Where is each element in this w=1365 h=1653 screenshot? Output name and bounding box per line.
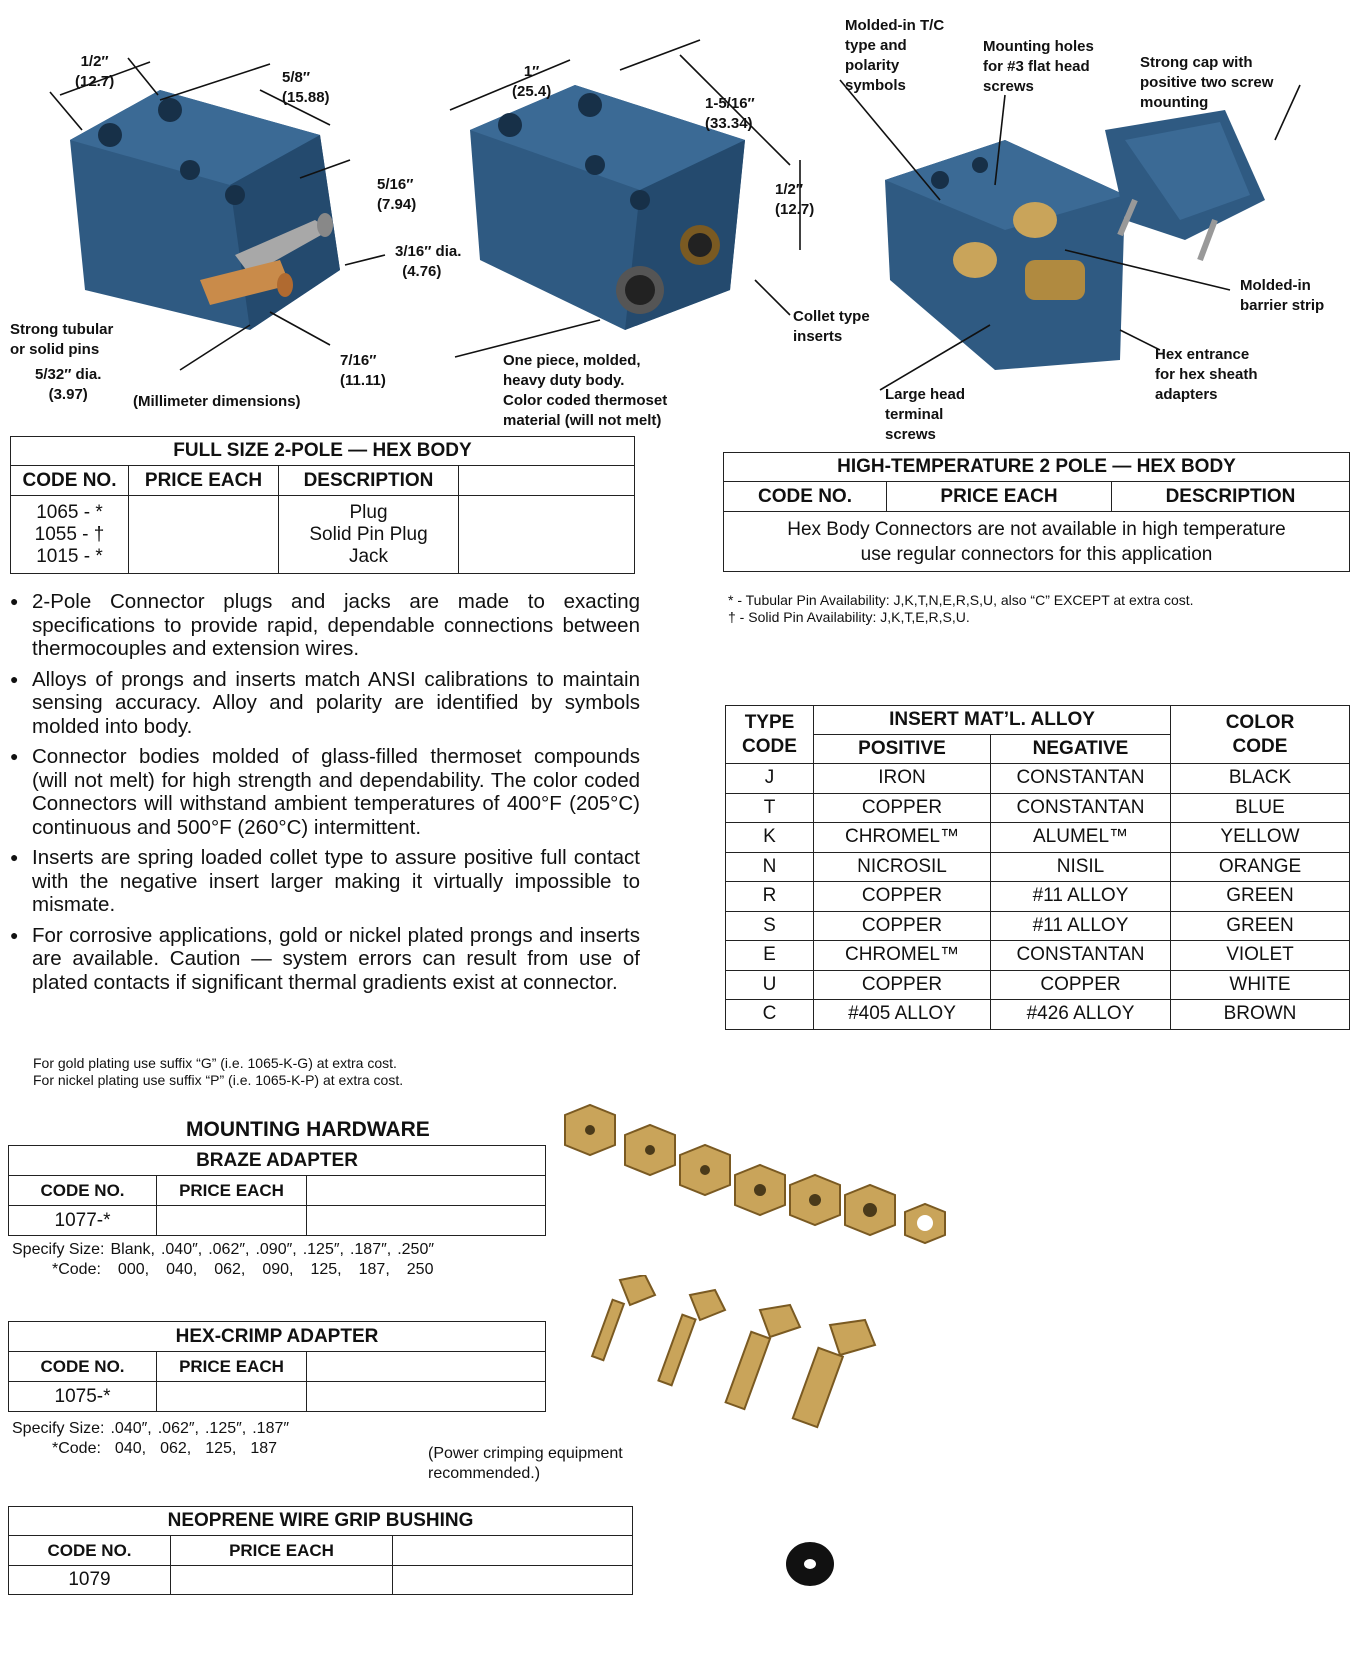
full-size-table: [10, 436, 635, 574]
positive-cell: CHROMEL™: [814, 941, 991, 971]
high-temp-title: HIGH-TEMPERATURE 2 POLE — HEX BODY: [724, 453, 1350, 482]
hex-crimp-adapters-image: [590, 1275, 890, 1430]
positive-header: POSITIVE: [814, 735, 991, 764]
callout-strong-cap: Strong cap with positive two screw mounting: [1140, 54, 1274, 111]
braze-title: BRAZE ADAPTER: [9, 1146, 546, 1176]
hex-crimp-size-spec: Specify Size: .040″, .062″, .125″, .187″ *Code: 040, 062, 125, 187: [12, 1420, 290, 1457]
table-row: [726, 882, 1350, 912]
neoprene-col-price: PRICE EACH: [171, 1536, 393, 1566]
hex-crimp-blank: [307, 1382, 546, 1412]
dim-five-eighths: 5/8″ (15.88): [282, 69, 330, 106]
hex-crimp-price: [157, 1382, 307, 1412]
code-cell: 1065 - * 1055 - † 1015 - *: [11, 496, 129, 574]
braze-price: [157, 1206, 307, 1236]
table-row: [726, 823, 1350, 853]
table-row: [726, 911, 1350, 941]
type-cell: S: [726, 911, 814, 941]
type-cell: N: [726, 852, 814, 882]
color-cell: GREEN: [1171, 882, 1350, 912]
dim-five-thirtyseconds: 5/32″ dia. (3.97): [35, 366, 102, 403]
braze-adapter-table: [8, 1145, 546, 1236]
positive-cell: COPPER: [814, 882, 991, 912]
callout-large-head: Large head terminal screws: [885, 386, 966, 443]
dim-one-inch: 1″ (25.4): [512, 63, 552, 100]
table-row: [726, 941, 1350, 971]
dim-one-five-sixteenths: 1-5/16″ (33.34): [705, 95, 755, 132]
color-cell: ORANGE: [1171, 852, 1350, 882]
neoprene-table: [8, 1506, 633, 1595]
negative-cell: COPPER: [991, 970, 1171, 1000]
positive-cell: COPPER: [814, 793, 991, 823]
hex-crimp-col-blank: [307, 1352, 546, 1382]
neoprene-title: NEOPRENE WIRE GRIP BUSHING: [9, 1507, 633, 1536]
color-cell: VIOLET: [1171, 941, 1350, 971]
type-cell: J: [726, 764, 814, 794]
negative-cell: #11 ALLOY: [991, 882, 1171, 912]
type-cell: R: [726, 882, 814, 912]
negative-cell: CONSTANTAN: [991, 941, 1171, 971]
negative-cell: CONSTANTAN: [991, 764, 1171, 794]
color-cell: GREEN: [1171, 911, 1350, 941]
color-cell: BLACK: [1171, 764, 1350, 794]
blank-cell: [459, 496, 635, 574]
positive-cell: COPPER: [814, 911, 991, 941]
mounting-hardware-title: MOUNTING HARDWARE: [186, 1118, 430, 1141]
insert-alloy-header: INSERT MAT’L. ALLOY: [814, 706, 1171, 735]
negative-cell: #11 ALLOY: [991, 911, 1171, 941]
table-row: [726, 793, 1350, 823]
callout-molded-tc: Molded-in T/C type and polarity symbols: [845, 17, 945, 94]
price-cell: [129, 496, 279, 574]
braze-col-blank: [307, 1176, 546, 1206]
callout-hex-entrance: Hex entrance for hex sheath adapters: [1155, 346, 1258, 403]
positive-cell: NICROSIL: [814, 852, 991, 882]
col-description: DESCRIPTION: [279, 466, 459, 496]
dim-seven-sixteenths: 7/16″ (11.11): [340, 352, 386, 389]
positive-cell: IRON: [814, 764, 991, 794]
neoprene-col-code: CODE NO.: [9, 1536, 171, 1566]
callout-collet: Collet type inserts: [793, 308, 870, 345]
negative-cell: ALUMEL™: [991, 823, 1171, 853]
neoprene-bushing-image: [783, 1537, 838, 1592]
color-code-header: COLOR CODE: [1171, 706, 1350, 764]
hex-crimp-col-price: PRICE EACH: [157, 1352, 307, 1382]
table-row: [726, 764, 1350, 794]
braze-code: 1077-*: [9, 1206, 157, 1236]
hex-crimp-code: 1075-*: [9, 1382, 157, 1412]
braze-size-spec: Specify Size: Blank, .040″, .062″, .090″, .125″, .187″, .250″ *Code: 000, 040, 062, 090, 125, 187, 250: [12, 1241, 435, 1278]
hex-crimp-table: [8, 1321, 546, 1412]
alloy-table: [725, 705, 1350, 1030]
neoprene-blank: [393, 1566, 633, 1595]
footnotes: * - Tubular Pin Availability: J,K,T,N,E,R,S,U, also “C” EXCEPT at extra cost. † - Solid Pin Availability: J,K,T,E,R,S,U.: [728, 592, 1194, 625]
plating-note: For gold plating use suffix “G” (i.e. 1065-K-G) at extra cost. For nickel plating use suffix “P” (i.e. 1065-K-P) at extra cost.: [33, 1055, 404, 1088]
negative-header: NEGATIVE: [991, 735, 1171, 764]
feature-item: ● Inserts are spring loaded collet type to assure positive full contact with the negative insert larger making it virtually impossible to mismate.: [10, 846, 640, 917]
braze-adapters-image: [560, 1100, 980, 1250]
type-code-header: TYPE CODE: [726, 706, 814, 764]
feature-list: [10, 590, 640, 1001]
dim-three-sixteenths: 3/16″ dia. (4.76): [395, 243, 462, 280]
braze-col-code: CODE NO.: [9, 1176, 157, 1206]
high-temp-table: [723, 452, 1350, 572]
negative-cell: CONSTANTAN: [991, 793, 1171, 823]
positive-cell: #405 ALLOY: [814, 1000, 991, 1030]
table-row: [726, 970, 1350, 1000]
type-cell: C: [726, 1000, 814, 1030]
callout-tubular-pins: Strong tubular or solid pins: [10, 321, 114, 358]
color-cell: BLUE: [1171, 793, 1350, 823]
feature-item: ● Connector bodies molded of glass-filled thermoset compounds (will not melt) for high strength and dependability. The color coded Connectors will withstand ambient temperatures of 400°F (205°C) continuous and 500°F (260°C) intermittent.: [10, 745, 640, 839]
ht-col-price-each: PRICE EACH: [887, 482, 1112, 512]
type-cell: T: [726, 793, 814, 823]
neoprene-code: 1079: [9, 1566, 171, 1595]
color-cell: YELLOW: [1171, 823, 1350, 853]
description-cell: Plug Solid Pin Plug Jack: [279, 496, 459, 574]
negative-cell: #426 ALLOY: [991, 1000, 1171, 1030]
positive-cell: CHROMEL™: [814, 823, 991, 853]
dim-five-sixteenths: 5/16″ (7.94): [377, 176, 417, 213]
table-row: [726, 852, 1350, 882]
callout-mounting-holes: Mounting holes for #3 flat head screws: [983, 38, 1094, 95]
callout-one-piece: One piece, molded, heavy duty body. Color coded thermoset material (will not melt): [503, 352, 668, 429]
ht-message: Hex Body Connectors are not available in high temperature use regular connectors for this application: [724, 512, 1350, 572]
ht-col-description: DESCRIPTION: [1112, 482, 1350, 512]
type-cell: K: [726, 823, 814, 853]
hex-crimp-title: HEX-CRIMP ADAPTER: [9, 1322, 546, 1352]
col-blank: [459, 466, 635, 496]
braze-blank: [307, 1206, 546, 1236]
ht-col-code-no: CODE NO.: [724, 482, 887, 512]
col-code-no: CODE NO.: [11, 466, 129, 496]
type-cell: U: [726, 970, 814, 1000]
dim-half-inch-jack: 1/2″ (12.7): [775, 181, 815, 218]
table-row: [726, 1000, 1350, 1030]
color-cell: WHITE: [1171, 970, 1350, 1000]
hex-crimp-col-code: CODE NO.: [9, 1352, 157, 1382]
neoprene-col-blank: [393, 1536, 633, 1566]
neoprene-price: [171, 1566, 393, 1595]
feature-item: ● Alloys of prongs and inserts match ANSI calibrations to maintain sensing accuracy. Alloy and polarity are identified by symbols molded into body.: [10, 668, 640, 739]
dim-half-inch: 1/2″ (12.7): [75, 53, 115, 90]
mm-note: (Millimeter dimensions): [133, 393, 301, 410]
color-cell: BROWN: [1171, 1000, 1350, 1030]
positive-cell: COPPER: [814, 970, 991, 1000]
braze-col-price: PRICE EACH: [157, 1176, 307, 1206]
col-price-each: PRICE EACH: [129, 466, 279, 496]
feature-item: ● For corrosive applications, gold or nickel plated prongs and inserts are available. Caution — system errors can result from use of plated contacts if significant thermal gradients exist at connector.: [10, 924, 640, 995]
callout-barrier: Molded-in barrier strip: [1240, 277, 1325, 314]
full-size-title: FULL SIZE 2-POLE — HEX BODY: [11, 437, 635, 466]
crimp-equipment-note: (Power crimping equipment recommended.): [428, 1445, 623, 1482]
type-cell: E: [726, 941, 814, 971]
negative-cell: NISIL: [991, 852, 1171, 882]
feature-item: ● 2-Pole Connector plugs and jacks are made to exacting specifications to provide rapid, dependable connections between thermocouples and extension wires.: [10, 590, 640, 661]
